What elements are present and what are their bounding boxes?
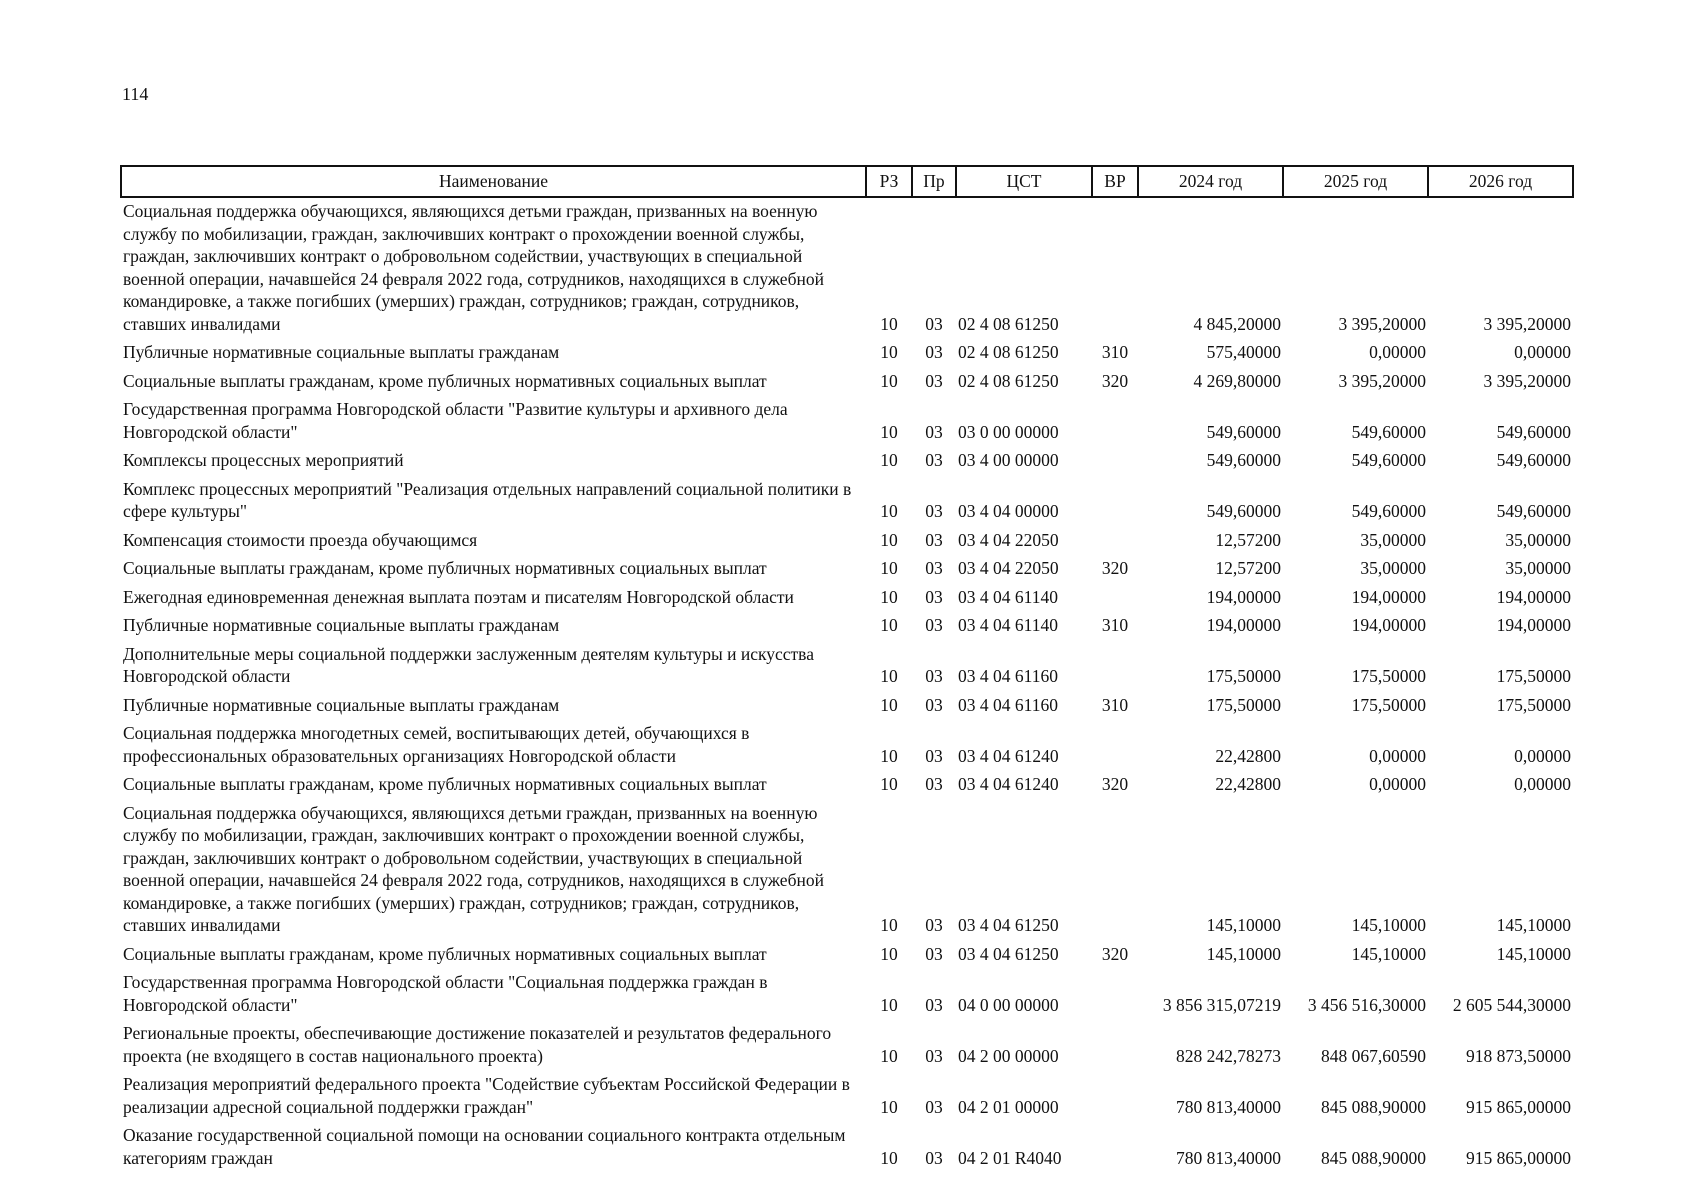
row-pr: 03 <box>925 342 943 362</box>
row-rz: 10 <box>880 558 898 578</box>
row-vr <box>1092 800 1138 941</box>
row-2025: 194,00000 <box>1351 586 1426 607</box>
row-2025: 3 395,20000 <box>1338 370 1426 391</box>
row-vr <box>1092 584 1138 613</box>
row-pr: 03 <box>925 558 943 578</box>
row-cst: 04 2 01 00000 <box>958 1096 1059 1117</box>
table-row <box>121 692 1573 721</box>
row-rz: 10 <box>880 943 898 964</box>
row-vr <box>1092 969 1138 1020</box>
row-2024: 145,10000 <box>1206 915 1281 935</box>
row-pr: 03 <box>925 529 943 550</box>
table-row <box>121 584 1573 613</box>
row-2026: 145,10000 <box>1496 943 1571 964</box>
row-2024: 3 856 315,07219 <box>1162 994 1281 1015</box>
row-pr: 03 <box>925 421 943 442</box>
row-cst: 03 4 04 00000 <box>958 501 1059 521</box>
row-rz: 10 <box>880 529 898 550</box>
row-2026: 549,60000 <box>1496 501 1571 521</box>
table-row <box>121 1122 1573 1173</box>
row-rz: 10 <box>880 421 898 442</box>
row-cst: 03 4 04 61240 <box>958 745 1059 766</box>
table-row <box>121 612 1573 641</box>
table-row <box>121 339 1573 368</box>
row-2026: 915 865,00000 <box>1466 1096 1571 1117</box>
table-row <box>121 771 1573 800</box>
row-cst: 03 4 04 61140 <box>958 586 1058 607</box>
row-2025: 3 456 516,30000 <box>1307 994 1426 1015</box>
row-2024: 175,50000 <box>1206 694 1281 715</box>
row-name: Дополнительные меры социальной поддержки заслуженным деятелям культуры и искусства Новгородской области <box>123 643 814 686</box>
row-name: Социальные выплаты гражданам, кроме публичных нормативных социальных выплат <box>123 370 767 391</box>
row-rz: 10 <box>880 666 898 686</box>
row-rz: 10 <box>880 1096 898 1117</box>
row-2025: 194,00000 <box>1351 615 1426 635</box>
row-name: Публичные нормативные социальные выплаты гражданам <box>123 615 560 635</box>
row-rz: 10 <box>880 501 898 521</box>
row-2025: 0,00000 <box>1369 774 1426 794</box>
budget-table <box>120 165 1574 1173</box>
row-vr: 310 <box>1101 615 1129 635</box>
row-2024: 549,60000 <box>1206 421 1281 442</box>
row-2024: 828 242,78273 <box>1176 1045 1281 1066</box>
row-vr: 310 <box>1101 694 1129 715</box>
row-pr: 03 <box>925 586 943 607</box>
row-2025: 845 088,90000 <box>1321 1096 1426 1117</box>
row-cst: 03 4 04 61250 <box>958 943 1059 964</box>
row-pr: 03 <box>925 501 943 521</box>
row-vr <box>1092 447 1138 476</box>
row-name: Комплексы процессных мероприятий <box>123 450 404 470</box>
row-name: Публичные нормативные социальные выплаты гражданам <box>123 694 560 715</box>
row-2026: 0,00000 <box>1514 774 1571 794</box>
row-name: Социальная поддержка обучающихся, являющихся детьми граждан, призванных на военную службу по мобилизации, граждан, заключивших контракт о прохождении военной службы, граждан, заключивших контракт о добровольном содействии, участвующих в специальной военной операции, начавшейся 24 февраля 2022 года, сотрудников, находящихся в служебной командировке, а также погибших (умерших) граждан, сотрудников; граждан, сотрудников, ставших инвалидами <box>123 201 824 334</box>
row-2025: 35,00000 <box>1360 558 1426 578</box>
row-cst: 03 4 04 61140 <box>958 615 1058 635</box>
row-cst: 04 2 01 R4040 <box>958 1147 1062 1168</box>
row-2026: 3 395,20000 <box>1483 313 1571 334</box>
header-2024: 2024 год <box>1138 166 1283 197</box>
row-2025: 35,00000 <box>1360 529 1426 550</box>
row-name: Оказание государственной социальной помощи на основании социального контракта отдельным категориям граждан <box>123 1125 846 1168</box>
row-2026: 175,50000 <box>1496 666 1571 686</box>
row-pr: 03 <box>925 943 943 964</box>
row-cst: 02 4 08 61250 <box>958 342 1059 362</box>
table-row <box>121 1071 1573 1122</box>
row-2026: 175,50000 <box>1496 694 1571 715</box>
table-row <box>121 800 1573 941</box>
row-2024: 549,60000 <box>1206 501 1281 521</box>
row-name: Государственная программа Новгородской области "Социальная поддержка граждан в Новгородской области" <box>123 972 768 1015</box>
row-2025: 175,50000 <box>1351 694 1426 715</box>
row-2025: 0,00000 <box>1369 342 1426 362</box>
table-row <box>121 476 1573 527</box>
row-2024: 575,40000 <box>1206 342 1281 362</box>
row-2024: 549,60000 <box>1206 450 1281 470</box>
row-pr: 03 <box>925 774 943 794</box>
row-name: Социальная поддержка обучающихся, являющихся детьми граждан, призванных на военную службу по мобилизации, граждан, заключивших контракт о прохождении военной службы, граждан, заключивших контракт о добровольном содействии, участвующих в специальной военной операции, начавшейся 24 февраля 2022 года, сотрудников, находящихся в служебной командировке, а также погибших (умерших) граждан, сотрудников; граждан, сотрудников, ставших инвалидами <box>123 802 824 935</box>
row-2024: 4 269,80000 <box>1193 370 1281 391</box>
table-header-row <box>121 166 1573 197</box>
table-row <box>121 1020 1573 1071</box>
row-name: Региональные проекты, обеспечивающие достижение показателей и результатов федерального проекта (не входящего в состав национального проекта) <box>123 1023 832 1066</box>
row-rz: 10 <box>880 370 898 391</box>
table-row <box>121 396 1573 447</box>
row-pr: 03 <box>925 1045 943 1066</box>
row-2024: 194,00000 <box>1206 586 1281 607</box>
table-row <box>121 969 1573 1020</box>
row-name: Государственная программа Новгородской области "Развитие культуры и архивного дела Новгородской области" <box>123 399 788 442</box>
row-vr: 320 <box>1101 774 1129 794</box>
table-row <box>121 527 1573 556</box>
header-pr: Пр <box>912 166 956 197</box>
table-row <box>121 641 1573 692</box>
row-2026: 0,00000 <box>1514 342 1571 362</box>
row-2026: 915 865,00000 <box>1466 1147 1571 1168</box>
row-2024: 4 845,20000 <box>1193 313 1281 334</box>
row-2026: 2 605 544,30000 <box>1452 994 1571 1015</box>
row-vr <box>1092 476 1138 527</box>
row-2026: 194,00000 <box>1496 615 1571 635</box>
row-2024: 145,10000 <box>1206 943 1281 964</box>
row-pr: 03 <box>925 1147 943 1168</box>
row-rz: 10 <box>880 774 898 794</box>
row-2024: 22,42800 <box>1215 745 1281 766</box>
row-2024: 22,42800 <box>1215 774 1281 794</box>
row-cst: 03 4 00 00000 <box>958 450 1059 470</box>
row-vr: 310 <box>1101 342 1129 362</box>
row-2025: 549,60000 <box>1351 421 1426 442</box>
row-cst: 03 4 04 61160 <box>958 694 1058 715</box>
row-2025: 848 067,60590 <box>1321 1045 1426 1066</box>
header-vr: ВР <box>1092 166 1138 197</box>
table-row <box>121 368 1573 397</box>
table-row <box>121 447 1573 476</box>
row-vr <box>1092 1122 1138 1173</box>
row-2026: 145,10000 <box>1496 915 1571 935</box>
row-2024: 780 813,40000 <box>1176 1096 1281 1117</box>
row-2025: 3 395,20000 <box>1338 313 1426 334</box>
row-pr: 03 <box>925 666 943 686</box>
row-cst: 02 4 08 61250 <box>958 313 1059 334</box>
row-2024: 175,50000 <box>1206 666 1281 686</box>
row-cst: 02 4 08 61250 <box>958 370 1059 391</box>
row-2026: 549,60000 <box>1496 421 1571 442</box>
header-name: Наименование <box>121 166 866 197</box>
row-rz: 10 <box>880 1045 898 1066</box>
row-2026: 194,00000 <box>1496 586 1571 607</box>
row-cst: 04 0 00 00000 <box>958 994 1059 1015</box>
row-name: Комплекс процессных мероприятий "Реализация отдельных направлений социальной политики в сфере культуры" <box>123 478 852 521</box>
row-vr <box>1092 720 1138 771</box>
row-name: Социальные выплаты гражданам, кроме публичных нормативных социальных выплат <box>123 943 767 964</box>
row-name: Реализация мероприятий федерального проекта "Содействие субъектам Российской Федерации в реализации адресной социальной поддержки граждан" <box>123 1074 850 1117</box>
row-name: Компенсация стоимости проезда обучающимся <box>123 529 478 550</box>
row-rz: 10 <box>880 1147 898 1168</box>
row-name: Социальные выплаты гражданам, кроме публичных нормативных социальных выплат <box>123 774 767 794</box>
row-2026: 35,00000 <box>1505 529 1571 550</box>
row-2025: 145,10000 <box>1351 943 1426 964</box>
row-rz: 10 <box>880 994 898 1015</box>
header-rz: РЗ <box>866 166 912 197</box>
row-2025: 845 088,90000 <box>1321 1147 1426 1168</box>
row-2026: 35,00000 <box>1505 558 1571 578</box>
row-name: Социальные выплаты гражданам, кроме публичных нормативных социальных выплат <box>123 558 767 578</box>
row-cst: 04 2 00 00000 <box>958 1045 1059 1066</box>
table-body <box>121 197 1573 1173</box>
table-row <box>121 555 1573 584</box>
row-2026: 549,60000 <box>1496 450 1571 470</box>
row-pr: 03 <box>925 1096 943 1117</box>
header-cst: ЦСТ <box>956 166 1092 197</box>
row-rz: 10 <box>880 342 898 362</box>
row-vr <box>1092 1071 1138 1122</box>
row-cst: 03 0 00 00000 <box>958 421 1059 442</box>
row-2025: 0,00000 <box>1369 745 1426 766</box>
row-2025: 145,10000 <box>1351 915 1426 935</box>
row-pr: 03 <box>925 994 943 1015</box>
row-rz: 10 <box>880 615 898 635</box>
row-cst: 03 4 04 22050 <box>958 558 1059 578</box>
row-2026: 0,00000 <box>1514 745 1571 766</box>
row-2026: 3 395,20000 <box>1483 370 1571 391</box>
row-name: Ежегодная единовременная денежная выплата поэтам и писателям Новгородской области <box>123 586 794 607</box>
row-pr: 03 <box>925 915 943 935</box>
row-pr: 03 <box>925 615 943 635</box>
row-pr: 03 <box>925 313 943 334</box>
row-vr: 320 <box>1101 943 1129 964</box>
row-rz: 10 <box>880 915 898 935</box>
row-vr <box>1092 197 1138 339</box>
row-rz: 10 <box>880 694 898 715</box>
row-cst: 03 4 04 61160 <box>958 666 1058 686</box>
row-2024: 780 813,40000 <box>1176 1147 1281 1168</box>
row-pr: 03 <box>925 370 943 391</box>
page-number: 114 <box>122 84 149 104</box>
table-row <box>121 197 1573 339</box>
table-row <box>121 720 1573 771</box>
row-rz: 10 <box>880 745 898 766</box>
row-vr <box>1092 527 1138 556</box>
row-cst: 03 4 04 22050 <box>958 529 1059 550</box>
row-vr: 320 <box>1101 370 1129 391</box>
row-rz: 10 <box>880 586 898 607</box>
row-cst: 03 4 04 61250 <box>958 915 1059 935</box>
row-2025: 549,60000 <box>1351 450 1426 470</box>
header-2026: 2026 год <box>1428 166 1573 197</box>
row-vr <box>1092 1020 1138 1071</box>
row-2025: 549,60000 <box>1351 501 1426 521</box>
row-rz: 10 <box>880 313 898 334</box>
row-2025: 175,50000 <box>1351 666 1426 686</box>
table-row <box>121 941 1573 970</box>
header-2025: 2025 год <box>1283 166 1428 197</box>
row-pr: 03 <box>925 745 943 766</box>
row-2024: 194,00000 <box>1206 615 1281 635</box>
row-pr: 03 <box>925 450 943 470</box>
row-cst: 03 4 04 61240 <box>958 774 1059 794</box>
row-2026: 918 873,50000 <box>1466 1045 1571 1066</box>
row-pr: 03 <box>925 694 943 715</box>
row-2024: 12,57200 <box>1215 558 1281 578</box>
row-vr <box>1092 396 1138 447</box>
row-2024: 12,57200 <box>1215 529 1281 550</box>
row-vr <box>1092 641 1138 692</box>
row-vr: 320 <box>1101 558 1129 578</box>
row-name: Публичные нормативные социальные выплаты гражданам <box>123 342 560 362</box>
row-rz: 10 <box>880 450 898 470</box>
row-name: Социальная поддержка многодетных семей, воспитывающих детей, обучающихся в профессиональных образовательных организациях Новгородской области <box>123 723 750 766</box>
